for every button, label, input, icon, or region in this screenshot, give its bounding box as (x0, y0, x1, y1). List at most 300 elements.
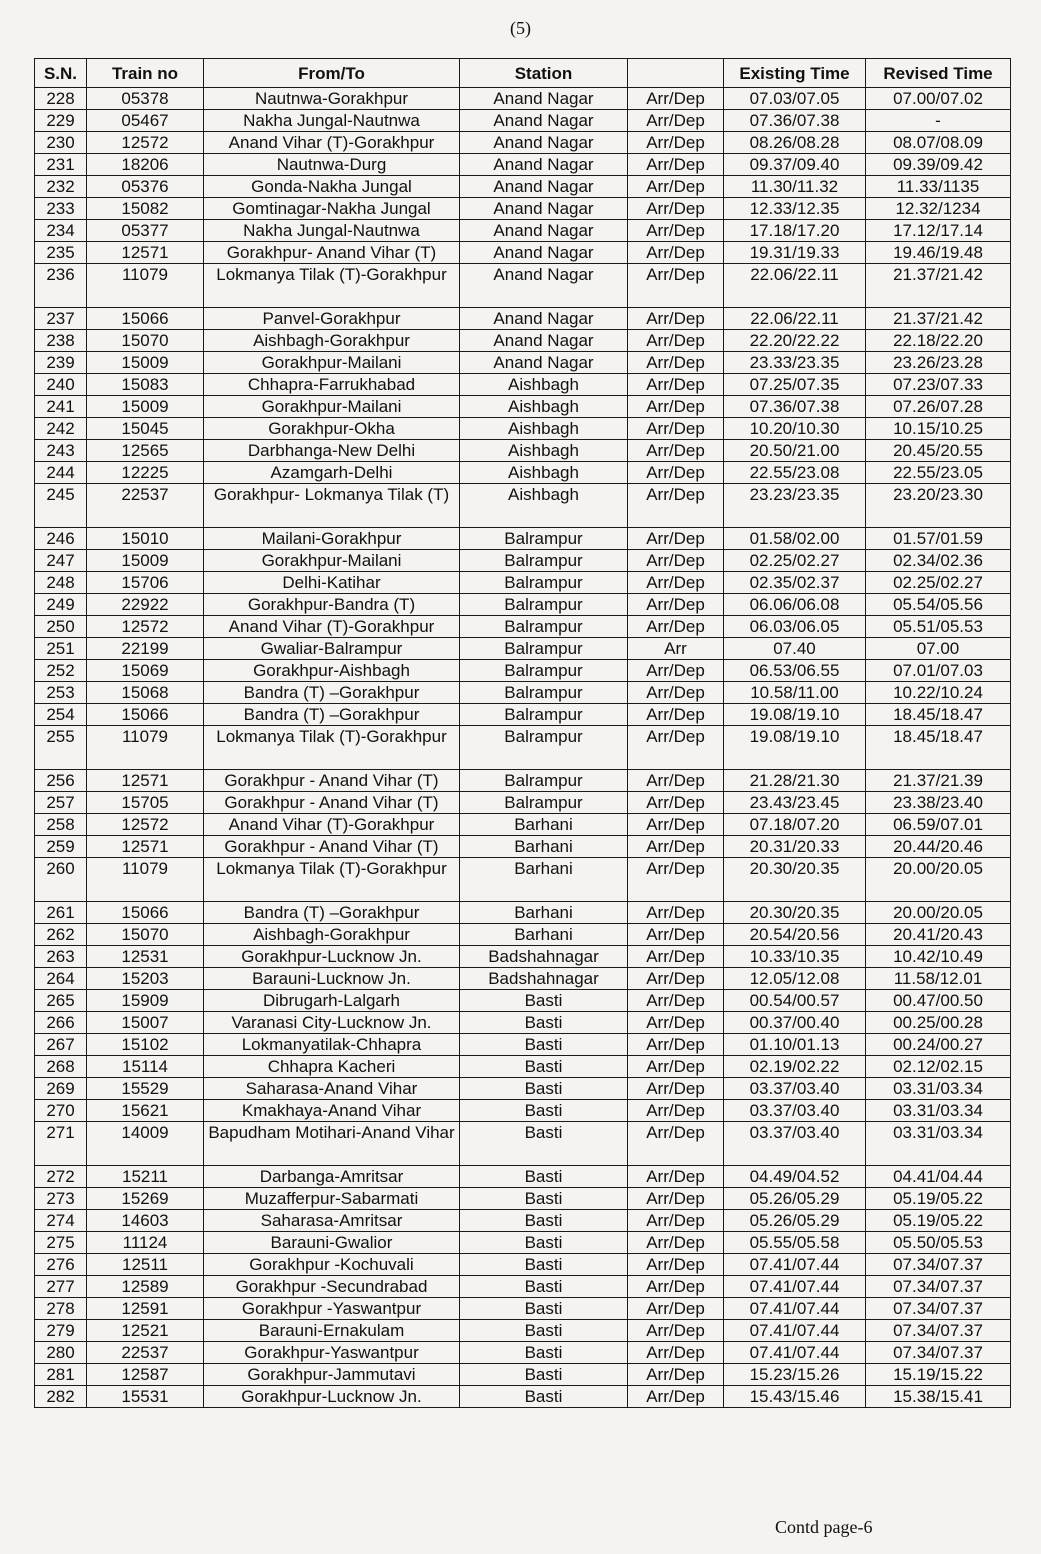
cell-from-to: Gorakhpur - Anand Vihar (T) (204, 792, 460, 814)
cell-train-no: 05378 (87, 88, 204, 110)
cell-arr-dep: Arr/Dep (628, 1232, 724, 1254)
cell-arr-dep: Arr/Dep (628, 308, 724, 330)
cell-sn: 261 (35, 902, 87, 924)
cell-revised-time: 01.57/01.59 (866, 528, 1011, 550)
table-row (35, 440, 1011, 462)
cell-revised-time: 03.31/03.34 (866, 1078, 1011, 1100)
cell-existing-time: 12.05/12.08 (724, 968, 866, 990)
cell-from-to: Delhi-Katihar (204, 572, 460, 594)
cell-from-to: Dibrugarh-Lalgarh (204, 990, 460, 1012)
table-row (35, 836, 1011, 858)
cell-arr-dep: Arr/Dep (628, 946, 724, 968)
table-row (35, 946, 1011, 968)
cell-station: Basti (460, 1342, 628, 1364)
header-train-no: Train no (87, 59, 204, 88)
cell-train-no: 14009 (87, 1122, 204, 1166)
cell-revised-time: 06.59/07.01 (866, 814, 1011, 836)
cell-sn: 238 (35, 330, 87, 352)
cell-revised-time: 07.00 (866, 638, 1011, 660)
cell-station: Aishbagh (460, 440, 628, 462)
cell-from-to: Gorakhpur-Jammutavi (204, 1364, 460, 1386)
cell-revised-time: 07.23/07.33 (866, 374, 1011, 396)
cell-existing-time: 19.08/19.10 (724, 704, 866, 726)
cell-arr-dep: Arr/Dep (628, 418, 724, 440)
header-sn: S.N. (35, 59, 87, 88)
table-row (35, 242, 1011, 264)
cell-existing-time: 20.30/20.35 (724, 858, 866, 902)
cell-train-no: 22537 (87, 1342, 204, 1364)
table-row (35, 1100, 1011, 1122)
cell-sn: 275 (35, 1232, 87, 1254)
cell-sn: 270 (35, 1100, 87, 1122)
cell-station: Badshahnagar (460, 968, 628, 990)
cell-sn: 254 (35, 704, 87, 726)
cell-train-no: 18206 (87, 154, 204, 176)
cell-from-to: Anand Vihar (T)-Gorakhpur (204, 616, 460, 638)
cell-arr-dep: Arr/Dep (628, 792, 724, 814)
cell-revised-time: 12.32/1234 (866, 198, 1011, 220)
header-station: Station (460, 59, 628, 88)
cell-station: Anand Nagar (460, 88, 628, 110)
cell-existing-time: 22.20/22.22 (724, 330, 866, 352)
cell-existing-time: 07.41/07.44 (724, 1276, 866, 1298)
cell-sn: 258 (35, 814, 87, 836)
table-row (35, 594, 1011, 616)
cell-train-no: 15066 (87, 704, 204, 726)
cell-existing-time: 00.54/00.57 (724, 990, 866, 1012)
table-row (35, 1078, 1011, 1100)
cell-revised-time: 04.41/04.44 (866, 1166, 1011, 1188)
header-revised-time: Revised Time (866, 59, 1011, 88)
cell-from-to: Saharasa-Amritsar (204, 1210, 460, 1232)
cell-from-to: Gorakhpur - Anand Vihar (T) (204, 836, 460, 858)
table-row (35, 1056, 1011, 1078)
cell-revised-time: 15.38/15.41 (866, 1386, 1011, 1408)
table-row (35, 264, 1011, 308)
cell-revised-time: 07.34/07.37 (866, 1320, 1011, 1342)
cell-arr-dep: Arr/Dep (628, 1100, 724, 1122)
cell-revised-time: 17.12/17.14 (866, 220, 1011, 242)
cell-from-to: Darbhanga-New Delhi (204, 440, 460, 462)
cell-train-no: 05467 (87, 110, 204, 132)
cell-revised-time: 23.38/23.40 (866, 792, 1011, 814)
table-row (35, 902, 1011, 924)
cell-sn: 240 (35, 374, 87, 396)
cell-from-to: Gorakhpur-Mailani (204, 396, 460, 418)
cell-train-no: 12571 (87, 242, 204, 264)
cell-train-no: 15909 (87, 990, 204, 1012)
cell-existing-time: 21.28/21.30 (724, 770, 866, 792)
cell-station: Basti (460, 1166, 628, 1188)
cell-existing-time: 02.19/02.22 (724, 1056, 866, 1078)
table-row (35, 1012, 1011, 1034)
cell-revised-time: 00.25/00.28 (866, 1012, 1011, 1034)
cell-sn: 239 (35, 352, 87, 374)
cell-sn: 274 (35, 1210, 87, 1232)
cell-from-to: Barauni-Ernakulam (204, 1320, 460, 1342)
cell-station: Basti (460, 1210, 628, 1232)
cell-existing-time: 23.23/23.35 (724, 484, 866, 528)
table-row (35, 814, 1011, 836)
cell-station: Barhani (460, 814, 628, 836)
cell-existing-time: 07.36/07.38 (724, 396, 866, 418)
cell-sn: 273 (35, 1188, 87, 1210)
cell-station: Balrampur (460, 638, 628, 660)
cell-existing-time: 03.37/03.40 (724, 1122, 866, 1166)
cell-revised-time: 03.31/03.34 (866, 1122, 1011, 1166)
cell-station: Balrampur (460, 726, 628, 770)
cell-existing-time: 00.37/00.40 (724, 1012, 866, 1034)
cell-station: Aishbagh (460, 462, 628, 484)
table-row (35, 1364, 1011, 1386)
cell-arr-dep: Arr/Dep (628, 374, 724, 396)
cell-train-no: 11079 (87, 858, 204, 902)
cell-station: Aishbagh (460, 418, 628, 440)
cell-from-to: Anand Vihar (T)-Gorakhpur (204, 814, 460, 836)
cell-arr-dep: Arr/Dep (628, 220, 724, 242)
cell-train-no: 15007 (87, 1012, 204, 1034)
cell-existing-time: 05.26/05.29 (724, 1188, 866, 1210)
cell-train-no: 15010 (87, 528, 204, 550)
cell-train-no: 15083 (87, 374, 204, 396)
cell-train-no: 11079 (87, 726, 204, 770)
cell-station: Basti (460, 1188, 628, 1210)
cell-station: Basti (460, 1034, 628, 1056)
table-row (35, 1342, 1011, 1364)
cell-station: Balrampur (460, 682, 628, 704)
cell-existing-time: 07.41/07.44 (724, 1298, 866, 1320)
cell-sn: 232 (35, 176, 87, 198)
header-row (35, 59, 1011, 88)
cell-revised-time: 07.00/07.02 (866, 88, 1011, 110)
cell-train-no: 15009 (87, 550, 204, 572)
cell-revised-time: 10.22/10.24 (866, 682, 1011, 704)
table-row (35, 968, 1011, 990)
cell-existing-time: 20.50/21.00 (724, 440, 866, 462)
table-row (35, 990, 1011, 1012)
cell-arr-dep: Arr/Dep (628, 484, 724, 528)
cell-from-to: Nautnwa-Gorakhpur (204, 88, 460, 110)
cell-from-to: Nakha Jungal-Nautnwa (204, 110, 460, 132)
table-row (35, 220, 1011, 242)
cell-station: Aishbagh (460, 396, 628, 418)
cell-sn: 263 (35, 946, 87, 968)
cell-revised-time: 10.15/10.25 (866, 418, 1011, 440)
cell-sn: 229 (35, 110, 87, 132)
cell-station: Balrampur (460, 550, 628, 572)
cell-existing-time: 23.43/23.45 (724, 792, 866, 814)
cell-from-to: Gorakhpur-Bandra (T) (204, 594, 460, 616)
cell-station: Basti (460, 1364, 628, 1386)
cell-existing-time: 07.18/07.20 (724, 814, 866, 836)
cell-arr-dep: Arr/Dep (628, 528, 724, 550)
cell-arr-dep: Arr/Dep (628, 770, 724, 792)
cell-sn: 256 (35, 770, 87, 792)
cell-arr-dep: Arr/Dep (628, 88, 724, 110)
cell-sn: 271 (35, 1122, 87, 1166)
cell-from-to: Lokmanya Tilak (T)-Gorakhpur (204, 858, 460, 902)
cell-arr-dep: Arr/Dep (628, 594, 724, 616)
cell-arr-dep: Arr/Dep (628, 264, 724, 308)
cell-sn: 235 (35, 242, 87, 264)
cell-sn: 264 (35, 968, 87, 990)
cell-sn: 266 (35, 1012, 87, 1034)
cell-revised-time: 05.19/05.22 (866, 1210, 1011, 1232)
table-row (35, 484, 1011, 528)
cell-arr-dep: Arr/Dep (628, 242, 724, 264)
table-row (35, 1034, 1011, 1056)
cell-station: Aishbagh (460, 484, 628, 528)
cell-train-no: 15069 (87, 660, 204, 682)
cell-from-to: Gorakhpur-Mailani (204, 550, 460, 572)
cell-existing-time: 07.03/07.05 (724, 88, 866, 110)
cell-arr-dep: Arr/Dep (628, 660, 724, 682)
table-row (35, 616, 1011, 638)
cell-arr-dep: Arr/Dep (628, 836, 724, 858)
cell-arr-dep: Arr/Dep (628, 704, 724, 726)
table-row (35, 1210, 1011, 1232)
cell-revised-time: 05.19/05.22 (866, 1188, 1011, 1210)
cell-arr-dep: Arr/Dep (628, 1166, 724, 1188)
cell-station: Basti (460, 1320, 628, 1342)
cell-revised-time: 18.45/18.47 (866, 704, 1011, 726)
cell-station: Basti (460, 1276, 628, 1298)
cell-train-no: 11079 (87, 264, 204, 308)
cell-from-to: Chhapra-Farrukhabad (204, 374, 460, 396)
cell-station: Anand Nagar (460, 242, 628, 264)
table-row (35, 550, 1011, 572)
cell-from-to: Bandra (T) –Gorakhpur (204, 902, 460, 924)
cell-sn: 255 (35, 726, 87, 770)
cell-from-to: Gorakhpur-Yaswantpur (204, 1342, 460, 1364)
cell-existing-time: 20.54/20.56 (724, 924, 866, 946)
cell-revised-time: 10.42/10.49 (866, 946, 1011, 968)
cell-train-no: 15531 (87, 1386, 204, 1408)
cell-revised-time: 02.12/02.15 (866, 1056, 1011, 1078)
cell-station: Barhani (460, 858, 628, 902)
cell-train-no: 15009 (87, 396, 204, 418)
cell-train-no: 05376 (87, 176, 204, 198)
cell-revised-time: 11.58/12.01 (866, 968, 1011, 990)
cell-revised-time: 08.07/08.09 (866, 132, 1011, 154)
cell-station: Basti (460, 1232, 628, 1254)
cell-station: Basti (460, 990, 628, 1012)
cell-existing-time: 03.37/03.40 (724, 1078, 866, 1100)
cell-revised-time: 20.44/20.46 (866, 836, 1011, 858)
cell-from-to: Varanasi City-Lucknow Jn. (204, 1012, 460, 1034)
cell-train-no: 15066 (87, 902, 204, 924)
cell-station: Balrampur (460, 572, 628, 594)
cell-sn: 249 (35, 594, 87, 616)
cell-revised-time: 07.26/07.28 (866, 396, 1011, 418)
cell-existing-time: 10.20/10.30 (724, 418, 866, 440)
cell-from-to: Gorakhpur-Okha (204, 418, 460, 440)
cell-arr-dep: Arr/Dep (628, 968, 724, 990)
cell-revised-time: 20.45/20.55 (866, 440, 1011, 462)
cell-sn: 237 (35, 308, 87, 330)
cell-sn: 244 (35, 462, 87, 484)
cell-arr-dep: Arr/Dep (628, 550, 724, 572)
cell-train-no: 12521 (87, 1320, 204, 1342)
cell-arr-dep: Arr/Dep (628, 1012, 724, 1034)
cell-sn: 276 (35, 1254, 87, 1276)
cell-from-to: Gorakhpur-Lucknow Jn. (204, 946, 460, 968)
cell-existing-time: 22.06/22.11 (724, 264, 866, 308)
cell-from-to: Chhapra Kacheri (204, 1056, 460, 1078)
table-row (35, 1386, 1011, 1408)
cell-sn: 268 (35, 1056, 87, 1078)
cell-train-no: 15102 (87, 1034, 204, 1056)
cell-revised-time: 05.50/05.53 (866, 1232, 1011, 1254)
cell-sn: 282 (35, 1386, 87, 1408)
cell-from-to: Aishbagh-Gorakhpur (204, 330, 460, 352)
cell-existing-time: 17.18/17.20 (724, 220, 866, 242)
table-row (35, 154, 1011, 176)
table-row (35, 132, 1011, 154)
cell-revised-time: 21.37/21.42 (866, 308, 1011, 330)
cell-sn: 241 (35, 396, 87, 418)
cell-from-to: Mailani-Gorakhpur (204, 528, 460, 550)
table-row (35, 924, 1011, 946)
cell-station: Basti (460, 1056, 628, 1078)
cell-arr-dep: Arr/Dep (628, 616, 724, 638)
cell-arr-dep: Arr/Dep (628, 858, 724, 902)
cell-revised-time: 07.34/07.37 (866, 1342, 1011, 1364)
cell-station: Balrampur (460, 616, 628, 638)
cell-revised-time: - (866, 110, 1011, 132)
cell-sn: 272 (35, 1166, 87, 1188)
cell-train-no: 12572 (87, 132, 204, 154)
cell-sn: 260 (35, 858, 87, 902)
cell-train-no: 12565 (87, 440, 204, 462)
cell-from-to: Lokmanyatilak-Chhapra (204, 1034, 460, 1056)
cell-existing-time: 07.25/07.35 (724, 374, 866, 396)
cell-train-no: 22537 (87, 484, 204, 528)
cell-train-no: 15621 (87, 1100, 204, 1122)
cell-arr-dep: Arr/Dep (628, 902, 724, 924)
cell-sn: 230 (35, 132, 87, 154)
cell-from-to: Gorakhpur- Lokmanya Tilak (T) (204, 484, 460, 528)
table-row (35, 396, 1011, 418)
table-row (35, 572, 1011, 594)
cell-arr-dep: Arr/Dep (628, 990, 724, 1012)
cell-train-no: 12571 (87, 770, 204, 792)
cell-revised-time: 21.37/21.39 (866, 770, 1011, 792)
cell-train-no: 15066 (87, 308, 204, 330)
page-number: (5) (510, 18, 531, 38)
cell-train-no: 22199 (87, 638, 204, 660)
cell-sn: 278 (35, 1298, 87, 1320)
cell-station: Aishbagh (460, 374, 628, 396)
cell-train-no: 15070 (87, 924, 204, 946)
cell-arr-dep: Arr/Dep (628, 726, 724, 770)
cell-train-no: 14603 (87, 1210, 204, 1232)
cell-arr-dep: Arr/Dep (628, 352, 724, 374)
cell-station: Anand Nagar (460, 308, 628, 330)
cell-revised-time: 22.55/23.05 (866, 462, 1011, 484)
cell-sn: 269 (35, 1078, 87, 1100)
cell-existing-time: 10.58/11.00 (724, 682, 866, 704)
table-row (35, 374, 1011, 396)
cell-sn: 279 (35, 1320, 87, 1342)
cell-existing-time: 23.33/23.35 (724, 352, 866, 374)
cell-sn: 242 (35, 418, 87, 440)
table-row (35, 682, 1011, 704)
cell-sn: 233 (35, 198, 87, 220)
cell-from-to: Gorakhpur -Yaswantpur (204, 1298, 460, 1320)
cell-sn: 245 (35, 484, 87, 528)
cell-existing-time: 22.06/22.11 (724, 308, 866, 330)
cell-arr-dep: Arr/Dep (628, 1188, 724, 1210)
cell-existing-time: 20.31/20.33 (724, 836, 866, 858)
table-row (35, 1254, 1011, 1276)
cell-from-to: Nakha Jungal-Nautnwa (204, 220, 460, 242)
cell-from-to: Bandra (T) –Gorakhpur (204, 704, 460, 726)
cell-station: Anand Nagar (460, 110, 628, 132)
cell-station: Anand Nagar (460, 132, 628, 154)
table-row (35, 462, 1011, 484)
cell-revised-time: 07.34/07.37 (866, 1298, 1011, 1320)
cell-revised-time: 05.51/05.53 (866, 616, 1011, 638)
cell-train-no: 15203 (87, 968, 204, 990)
cell-station: Basti (460, 1254, 628, 1276)
cell-station: Barhani (460, 902, 628, 924)
cell-arr-dep: Arr/Dep (628, 1298, 724, 1320)
cell-existing-time: 05.55/05.58 (724, 1232, 866, 1254)
cell-revised-time: 21.37/21.42 (866, 264, 1011, 308)
cell-train-no: 11124 (87, 1232, 204, 1254)
cell-existing-time: 11.30/11.32 (724, 176, 866, 198)
cell-sn: 253 (35, 682, 87, 704)
cell-arr-dep: Arr/Dep (628, 176, 724, 198)
cell-from-to: Gonda-Nakha Jungal (204, 176, 460, 198)
cell-train-no: 12511 (87, 1254, 204, 1276)
table-row (35, 660, 1011, 682)
cell-revised-time: 22.18/22.20 (866, 330, 1011, 352)
cell-station: Anand Nagar (460, 330, 628, 352)
cell-train-no: 12571 (87, 836, 204, 858)
cell-from-to: Nautnwa-Durg (204, 154, 460, 176)
cell-train-no: 15082 (87, 198, 204, 220)
cell-from-to: Gomtinagar-Nakha Jungal (204, 198, 460, 220)
cell-existing-time: 07.36/07.38 (724, 110, 866, 132)
table-row (35, 528, 1011, 550)
table-row (35, 330, 1011, 352)
table-row (35, 418, 1011, 440)
cell-revised-time: 20.41/20.43 (866, 924, 1011, 946)
cell-existing-time: 10.33/10.35 (724, 946, 866, 968)
cell-train-no: 15009 (87, 352, 204, 374)
cell-station: Basti (460, 1100, 628, 1122)
cell-station: Basti (460, 1122, 628, 1166)
cell-revised-time: 07.34/07.37 (866, 1254, 1011, 1276)
cell-station: Badshahnagar (460, 946, 628, 968)
table-row (35, 198, 1011, 220)
cell-existing-time: 20.30/20.35 (724, 902, 866, 924)
cell-sn: 251 (35, 638, 87, 660)
cell-arr-dep: Arr/Dep (628, 462, 724, 484)
cell-sn: 265 (35, 990, 87, 1012)
cell-arr-dep: Arr/Dep (628, 1386, 724, 1408)
cell-arr-dep: Arr/Dep (628, 132, 724, 154)
cell-station: Basti (460, 1078, 628, 1100)
table-row (35, 1320, 1011, 1342)
cell-station: Barhani (460, 924, 628, 946)
table-row (35, 638, 1011, 660)
cell-from-to: Bandra (T) –Gorakhpur (204, 682, 460, 704)
cell-existing-time: 06.03/06.05 (724, 616, 866, 638)
cell-from-to: Muzafferpur-Sabarmati (204, 1188, 460, 1210)
